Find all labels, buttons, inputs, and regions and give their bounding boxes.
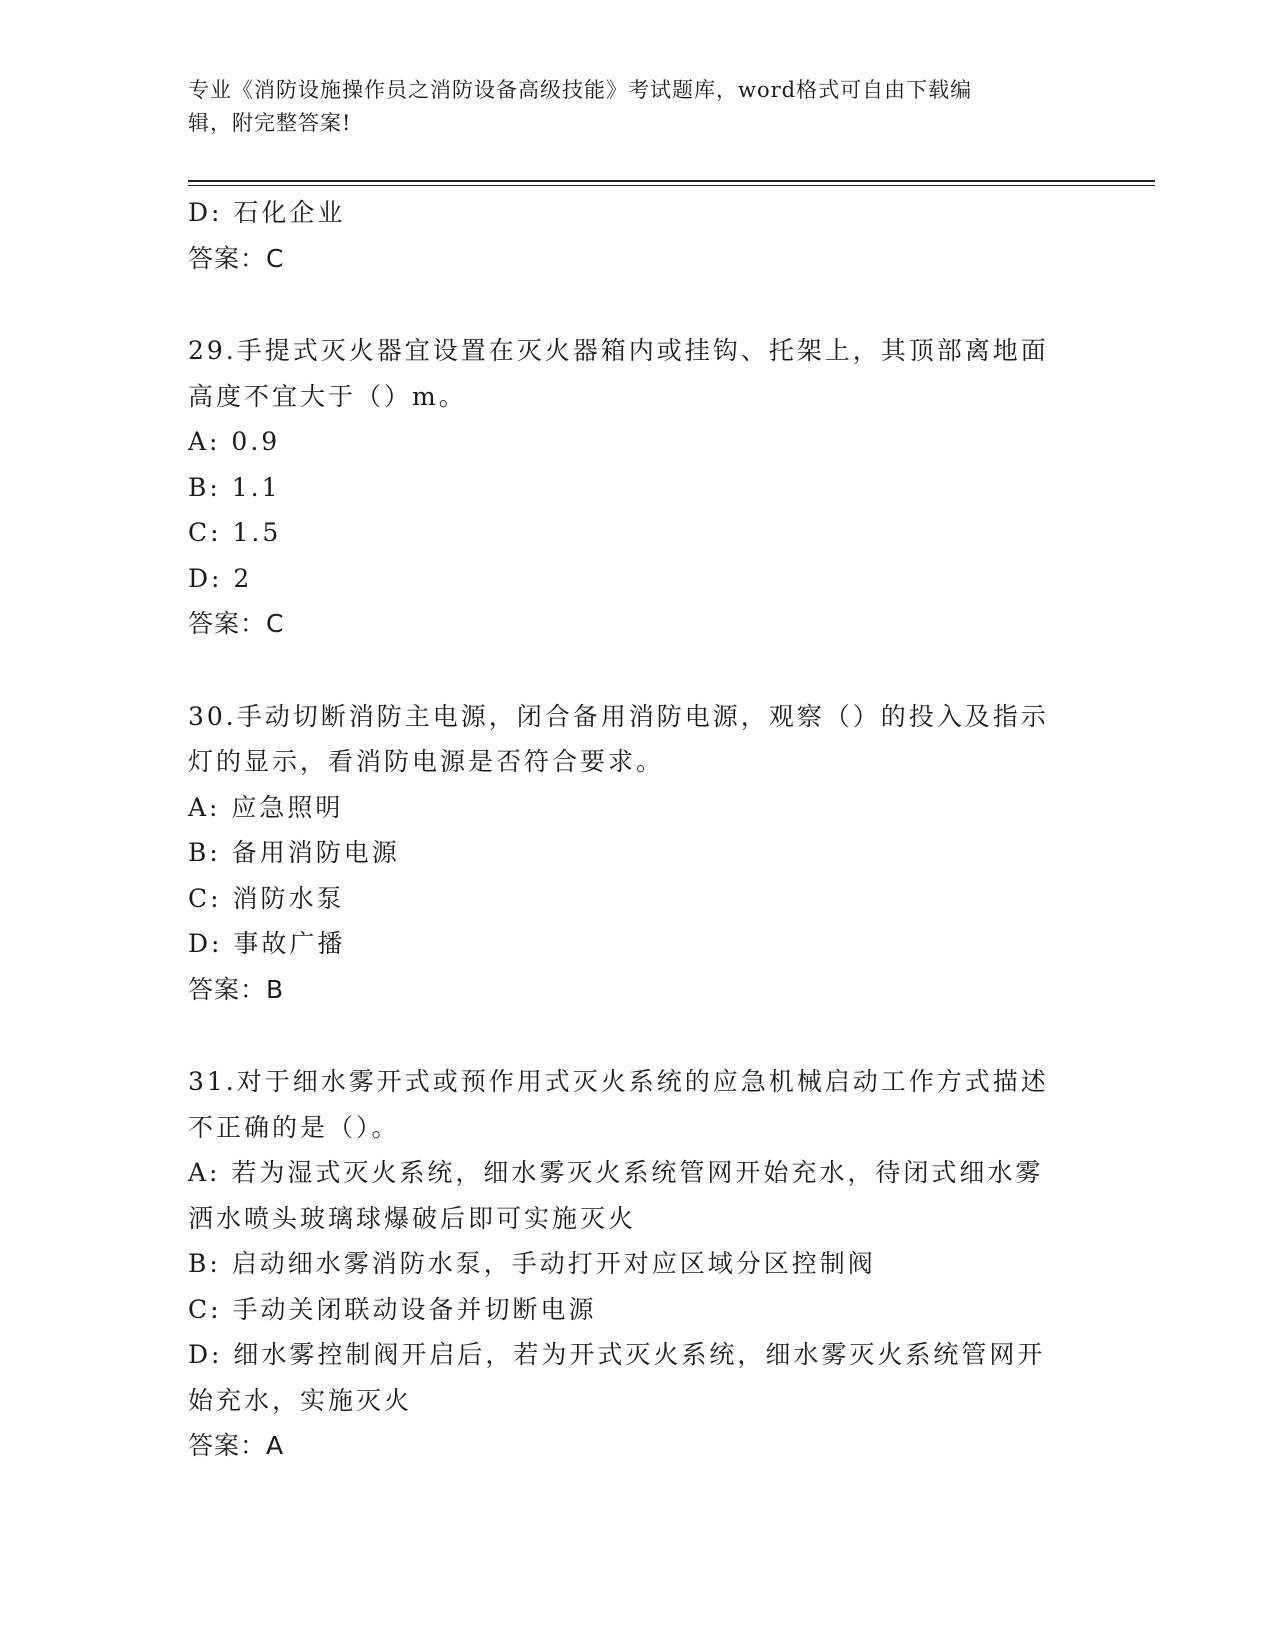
question-31 (188, 1059, 1088, 1469)
option-b: B: 1.1 (188, 472, 281, 502)
option-d: D: 事故广播 (188, 929, 346, 958)
option-b: B: 启动细水雾消防水泵，手动打开对应区域分区控制阀 (188, 1249, 876, 1278)
previous-question-tail (188, 190, 1088, 281)
question-stem-cont: 不正确的是（）。 (188, 1112, 400, 1142)
question-list (188, 190, 1088, 1469)
option-d-cont: 始充水，实施灭火 (188, 1385, 413, 1415)
option-d: D: 石化企业 (188, 198, 346, 227)
option-a-cont: 洒水喷头玻璃球爆破后即可实施灭火 (188, 1203, 637, 1233)
header-line-1: 专业《消防设施操作员之消防设备高级技能》考试题库，word格式可自由下载编 (188, 78, 973, 102)
option-c: C: 1.5 (188, 518, 282, 547)
document-header (188, 74, 1068, 140)
header-line-2: 辑，附完整答案! (188, 111, 352, 135)
option-a: A: 0.9 (188, 427, 281, 456)
header-divider-thick (188, 180, 1155, 182)
answer: 答案：C (188, 243, 285, 273)
question-stem-cont: 高度不宜大于（）m。 (188, 381, 467, 411)
option-c: C: 消防水泵 (188, 883, 345, 913)
option-d: D: 细水雾控制阀开启后，若为开式灭火系统，细水雾灭火系统管网开 (188, 1340, 1046, 1369)
question-stem-cont: 灯的显示，看消防电源是否符合要求。 (188, 747, 665, 776)
answer: 答案：A (188, 1431, 285, 1460)
option-a: A: 若为湿式灭火系统，细水雾灭火系统管网开始充水，待闭式细水雾 (188, 1158, 1044, 1187)
question-30 (188, 694, 1088, 1013)
answer: 答案：C (188, 609, 285, 638)
option-a: A: 应急照明 (188, 792, 344, 822)
question-29 (188, 328, 1088, 647)
question-stem: 30.手动切断消防主电源，闭合备用消防电源，观察（）的投入及指示 (188, 701, 1049, 731)
question-stem: 29.手提式灭火器宜设置在灭火器箱内或挂钩、托架上，其顶部离地面 (188, 336, 1049, 365)
option-c: C: 手动关闭联动设备并切断电源 (188, 1294, 597, 1324)
answer: 答案：B (188, 974, 285, 1004)
option-d: D: 2 (188, 563, 253, 593)
header-divider-thin (188, 185, 1155, 186)
question-stem: 31.对于细水雾开式或预作用式灭火系统的应急机械启动工作方式描述 (188, 1067, 1049, 1096)
option-b: B: 备用消防电源 (188, 838, 400, 867)
